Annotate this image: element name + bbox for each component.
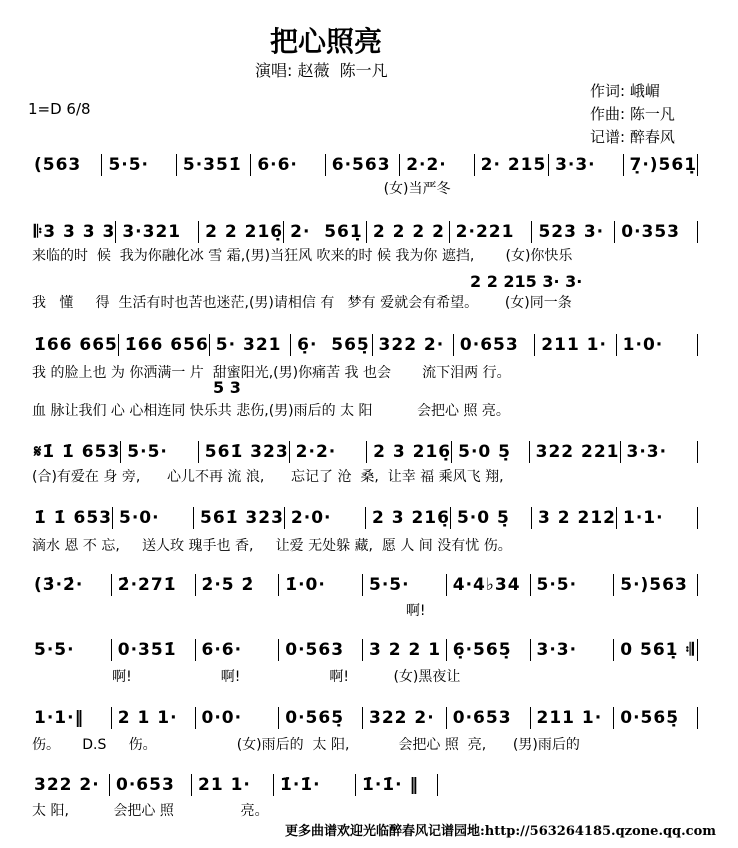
notation-line xyxy=(28,639,698,661)
measure: 523 3· xyxy=(538,222,605,242)
measure: 2·0· xyxy=(290,508,332,528)
lyricist: 作词: 峨嵋 xyxy=(590,82,660,100)
lyric-line: (女)当严冬 xyxy=(32,181,451,197)
measure: (563 xyxy=(34,155,82,175)
measure: (3̇·2̇· xyxy=(34,575,84,595)
measure: 𝄆3 3 3 3 xyxy=(34,222,116,242)
measure: 5·351̇ xyxy=(182,155,242,175)
measure: 5·0 5̣ xyxy=(458,442,512,462)
measure: 2·221 xyxy=(455,222,515,242)
notation-line xyxy=(28,574,698,596)
measure: 0·653 xyxy=(116,775,175,795)
composer: 作曲: 陈一凡 xyxy=(590,105,675,123)
measure: 0·0· xyxy=(201,708,243,728)
song-title: 把心照亮 xyxy=(270,25,383,58)
measure: 0·653 xyxy=(452,708,512,728)
notation-line xyxy=(28,707,698,729)
bar-line xyxy=(697,507,698,529)
measure: 1̇·0· xyxy=(285,575,326,595)
measure: 5·5· xyxy=(536,575,578,595)
measure: 5·5· xyxy=(127,442,168,462)
lyric-line: 滴水 恩 不 忘, 送人玫 瑰手也 香, 让爱 无处躲 藏, 愿 人 间 没有忧 伤。 xyxy=(32,538,512,554)
measure: 1·1·‖ xyxy=(34,708,85,728)
measure: 3·321 xyxy=(122,222,182,242)
measure: 1̇ 1̇ 653 xyxy=(34,508,112,528)
footer-link: 更多曲谱欢迎光临醉春风记谱园地:http://563264185.qzone.qq.com xyxy=(285,824,717,839)
bar-line xyxy=(697,334,698,356)
measure: 5· 321 xyxy=(215,335,282,355)
measure: 1̇·1̇· xyxy=(280,775,321,795)
measure: 2 1 1· xyxy=(117,708,178,728)
bar-line xyxy=(697,221,698,243)
measure: 5·0 5̣ xyxy=(456,508,510,528)
measure: 6̣· 565̣ xyxy=(297,335,370,355)
measure: 322 2· xyxy=(369,708,435,728)
lyric-line: 来临的时 候 我为你融化冰 雪 霜,(男)当狂风 吹来的时 候 我为你 遮挡, (女)你快乐 xyxy=(32,248,573,264)
notation-line xyxy=(28,441,698,463)
measure: 1̇66 665 xyxy=(34,335,118,355)
measure: 2 2 216̣ xyxy=(205,222,284,242)
notation-line xyxy=(28,154,698,176)
key-signature: 1=D 6/8 xyxy=(28,100,91,118)
measure: 𝄋1̇ 1̇ 653 xyxy=(34,442,121,462)
measure: 2· 215 xyxy=(480,155,547,175)
performers: 演唱: 赵薇 陈一凡 xyxy=(255,61,388,80)
measure: 4·4♭34 xyxy=(452,575,521,595)
measure: 6̣·565̣ xyxy=(452,640,512,660)
measure: 3·3· xyxy=(626,442,668,462)
measure: 5·5· xyxy=(108,155,150,175)
measure: 5·0· xyxy=(118,508,160,528)
bar-line xyxy=(437,774,438,796)
bar-line xyxy=(697,441,698,463)
measure: 5·5· xyxy=(369,575,410,595)
measure: 1̇66 656 xyxy=(124,335,209,355)
measure: 211 1· xyxy=(536,708,603,728)
notation-line xyxy=(28,334,698,356)
notation-line xyxy=(28,507,698,529)
bar-line xyxy=(697,574,698,596)
lyric-line: 我 的脸上也 为 你洒满一 片 甜蜜阳光,(男)你痛苦 我 也会 流下泪两 行。 xyxy=(32,365,511,381)
measure: 6·563 xyxy=(331,155,391,175)
measure: 6·6· xyxy=(257,155,298,175)
measure: 7̣·)561̣ xyxy=(629,155,698,175)
measure: 322 2· xyxy=(34,775,100,795)
measure: 0·565̣ xyxy=(620,708,680,728)
measure: 0·563 xyxy=(285,640,345,660)
measure: 0·653 xyxy=(459,335,519,355)
measure: 1·1· xyxy=(622,508,664,528)
lyric-line: 血 脉让我们 心 心相连同 快乐共 悲伤,(男)雨后的 太 阳 会把心 照 亮。 xyxy=(32,403,510,419)
notation-line xyxy=(28,774,438,796)
notation-line xyxy=(28,221,698,243)
measure: 2· 561̣ xyxy=(290,222,363,242)
measure: 2·2· xyxy=(295,442,337,462)
measure: 2̇·271̇ xyxy=(117,575,177,595)
measure: 322 221 xyxy=(535,442,620,462)
bar-line xyxy=(697,707,698,729)
measure: 2 2 2 2 xyxy=(372,222,445,242)
measure: 5·5· xyxy=(34,640,75,660)
measure: 5·)563 xyxy=(620,575,688,595)
measure: 3 2 2 1 xyxy=(369,640,442,660)
measure: 2 3 216̣ xyxy=(373,442,452,462)
measure: 2·2· xyxy=(406,155,447,175)
bar-line xyxy=(697,639,698,661)
measure: 322 2· xyxy=(378,335,445,355)
measure: 3 2 212 xyxy=(538,508,616,528)
measure: 1̇·1̇· ‖ xyxy=(362,775,419,795)
measure: 0 561̣ 𝄇 xyxy=(620,640,695,660)
transcriber: 记谱: 醉春风 xyxy=(590,128,675,146)
bar-line xyxy=(697,154,698,176)
measure: 0·565̣ xyxy=(285,708,345,728)
measure: 2̇·5 2̇ xyxy=(201,575,255,595)
lyric-line: 太 阳, 会把心 照 亮。 xyxy=(32,803,269,819)
lyric-line: 伤。 D.S 伤。 (女)雨后的 太 阳, 会把心 照 亮, (男)雨后的 xyxy=(32,737,580,753)
measure: 0·353 xyxy=(621,222,681,242)
measure: 561̇ 323 xyxy=(200,508,284,528)
alternate-notes: 2 2 215 3· 3· xyxy=(470,272,583,291)
measure: 6·6· xyxy=(201,640,243,660)
lyric-line: 我 懂 得 生活有时也苦也迷茫,(男)请相信 有 梦有 爱就会有希望。 (女)同一条 xyxy=(32,295,572,311)
measure: 3·3· xyxy=(555,155,596,175)
measure: 3·3· xyxy=(536,640,578,660)
measure: 211 1· xyxy=(541,335,607,355)
measure: 561̇ 323 xyxy=(204,442,289,462)
measure: 1·0· xyxy=(622,335,664,355)
lyric-line: 啊! 啊! 啊! (女)黑夜让 xyxy=(32,669,461,685)
lyric-line: (合)有爱在 身 旁, 心儿不再 流 浪, 忘记了 沧 桑, 让幸 福 乘风飞 翔, xyxy=(32,469,504,485)
measure: 21 1· xyxy=(198,775,251,795)
measure: 2 3 216̣ xyxy=(371,508,450,528)
lyric-line: 啊! xyxy=(32,603,426,619)
measure: 0·351̇ xyxy=(117,640,177,660)
alternate-notes: 5 3 xyxy=(213,378,241,397)
